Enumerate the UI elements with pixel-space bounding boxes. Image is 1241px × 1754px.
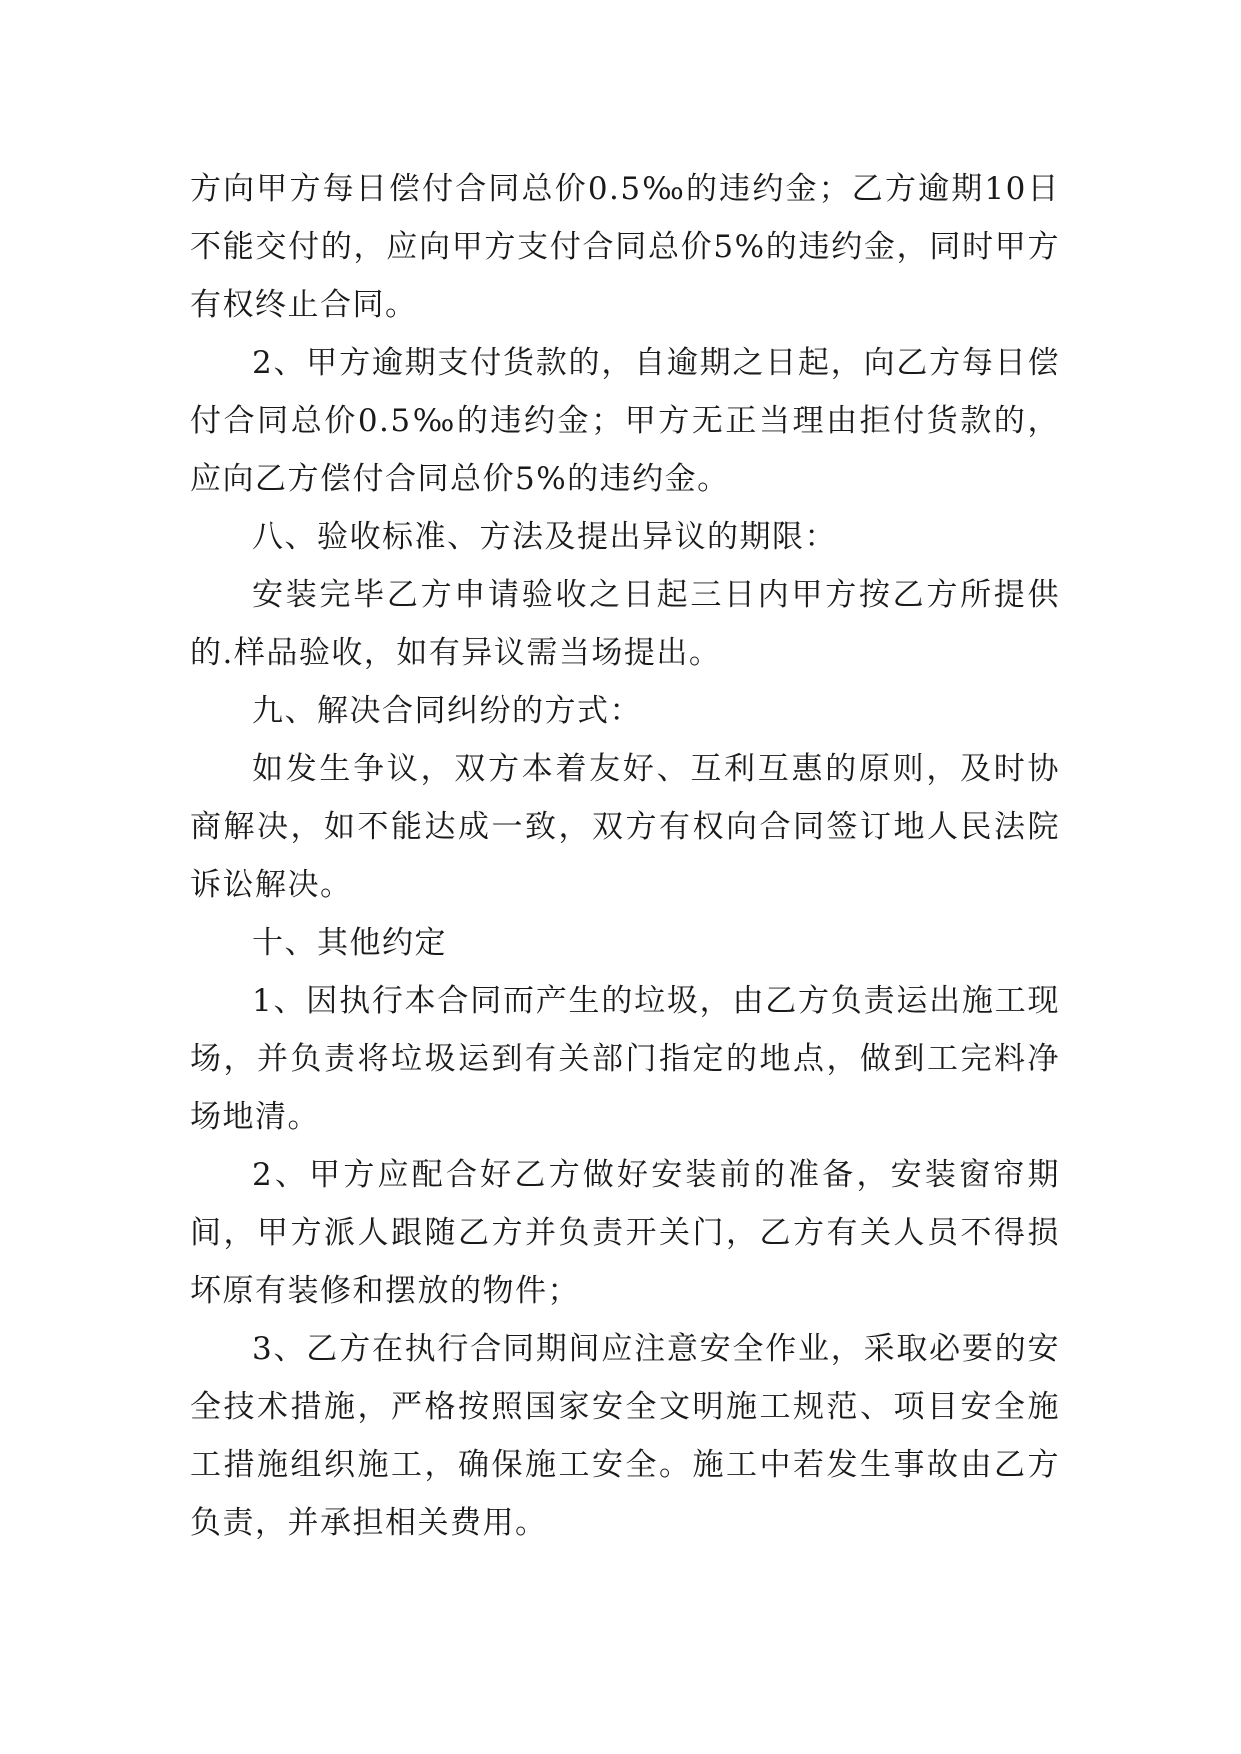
section-heading-disputes: 九、解决合同纠纷的方式： <box>252 693 642 729</box>
document-body <box>190 160 1060 1552</box>
paragraph-other-1: 1、因执行本合同而产生的垃圾，由乙方负责运出施工现场，并负责将垃圾运到有关部门指定的地点，做到工完料净场地清。 <box>190 983 1060 1135</box>
section-heading-other: 十、其他约定 <box>252 925 447 961</box>
section-heading-acceptance: 八、验收标准、方法及提出异议的期限： <box>252 519 837 555</box>
paragraph-acceptance: 安装完毕乙方申请验收之日起三日内甲方按乙方所提供的.样品验收，如有异议需当场提出。 <box>190 577 1060 671</box>
paragraph-penalty-buyer: 2、甲方逾期支付货款的，自逾期之日起，向乙方每日偿付合同总价0.5‰的违约金；甲方无正当理由拒付货款的，应向乙方偿付合同总价5%的违约金。 <box>190 345 1060 497</box>
paragraph-other-2: 2、甲方应配合好乙方做好安装前的准备，安装窗帘期间，甲方派人跟随乙方并负责开关门，乙方有关人员不得损坏原有装修和摆放的物件； <box>190 1157 1060 1309</box>
paragraph-other-3: 3、乙方在执行合同期间应注意安全作业，采取必要的安全技术措施，严格按照国家安全文明施工规范、项目安全施工措施组织施工，确保施工安全。施工中若发生事故由乙方负责，并承担相关费用。 <box>190 1331 1060 1541</box>
paragraph-penalty-seller: 方向甲方每日偿付合同总价0.5‰的违约金；乙方逾期10日不能交付的，应向甲方支付合同总价5%的违约金，同时甲方有权终止合同。 <box>190 171 1060 323</box>
paragraph-disputes: 如发生争议，双方本着友好、互利互惠的原则，及时协商解决，如不能达成一致，双方有权向合同签订地人民法院诉讼解决。 <box>190 751 1060 903</box>
